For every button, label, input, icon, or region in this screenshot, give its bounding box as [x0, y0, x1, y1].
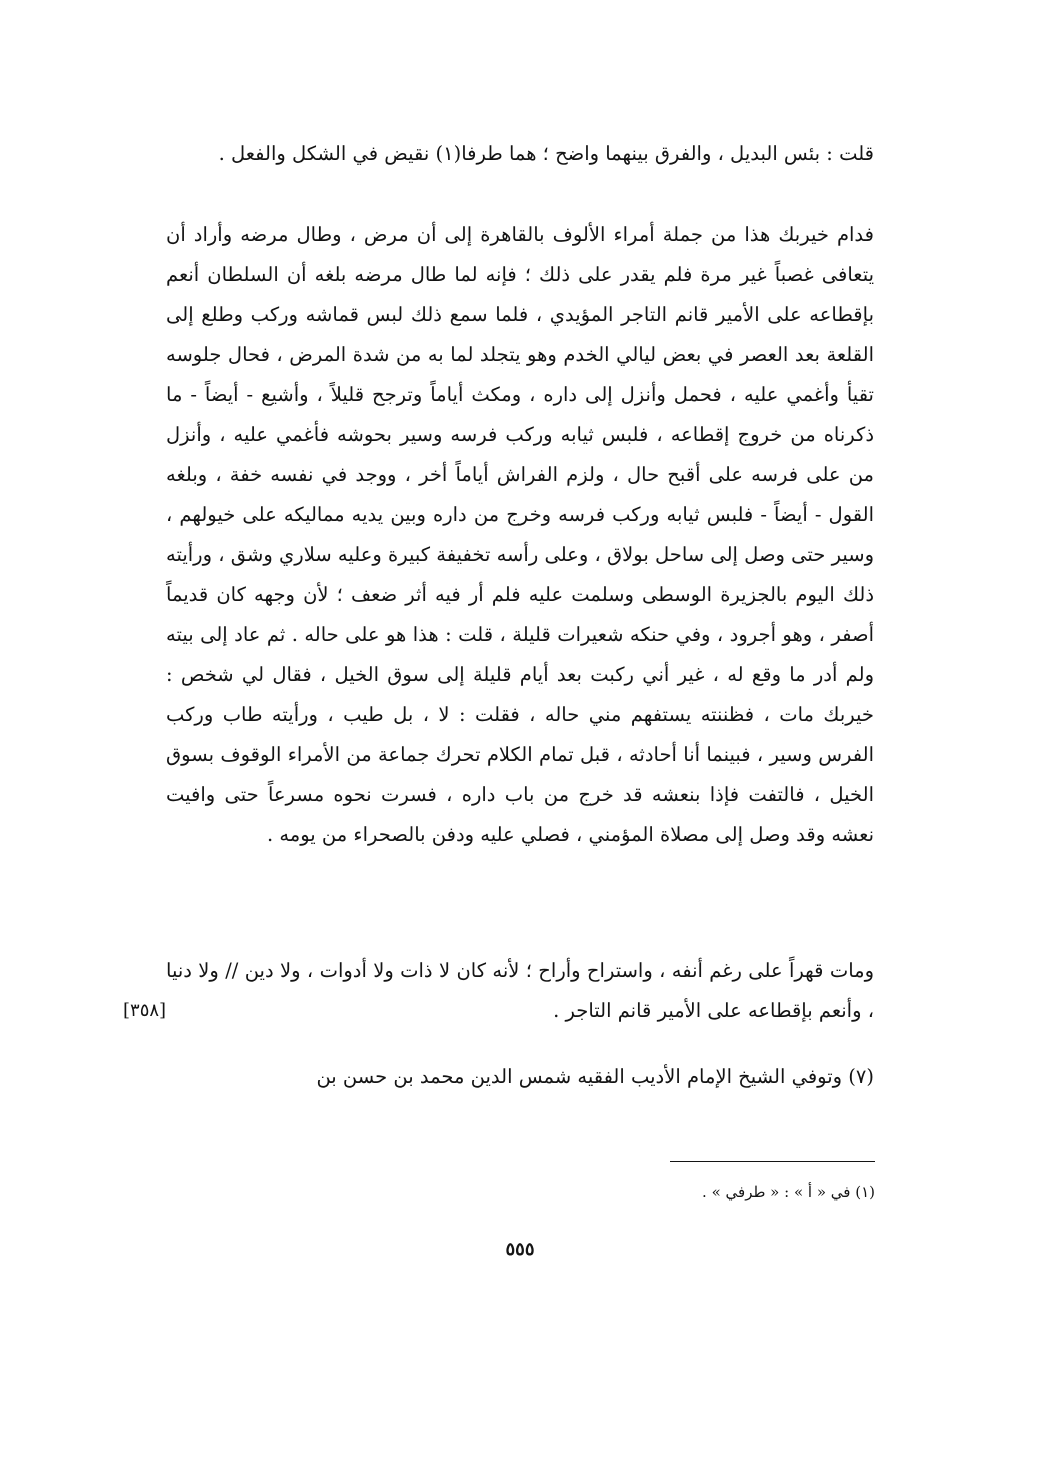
paragraph-opening-remark: قلت : بئس البديل ، والفرق بينهما واضح ؛ هما طرفا(١) نقيض في الشكل والفعل .	[218, 142, 874, 165]
paragraph-khayrbak-narrative: فدام خيربك هذا من جملة أمراء الألوف بالقاهرة إلى أن مرض ، وطال مرضه وأراد أن يتعافى غصباً غير مرة فلم يقدر على ذلك ؛ فإنه لما طال مرضه بلغه أن السلطان أنعم بإقطاعه على الأمير قانم التاجر المؤيدي ، فلما سمع ذلك لبس قماشه وركب وطلع إلى القلعة بعد العصر في بعض ليالي الخدم وهو يتجلد لما به من شدة المرض ، فحال جلوسه تقيأ وأغمي عليه ، فحمل وأنزل إلى داره ، ومكث أياماً وترجح قليلاً ، وأشيع - أيضاً - ما ذكرناه من خروج إقطاعه ، فلبس ثيابه وركب فرسه وسير بحوشه فأغمي عليه ، وأنزل من على فرسه على أقبح حال ، ولزم الفراش أياماً أخر ، ووجد في نفسه خفة ، وبلغه القول - أيضاً - فلبس ثيابه وركب فرسه وخرج من داره وبين يديه مماليكه على خيولهم ، وسير حتى وصل إلى ساحل بولاق ، وعلى رأسه تخفيفة كبيرة وعليه سلاري وشق ، ورأيته ذلك اليوم بالجزيرة الوسطى وسلمت عليه فلم أر فيه أثر ضعف ؛ لأن وجهه كان قديماً أصفر ، وهو أجرود ، وفي حنكه شعيرات قليلة ، قلت : هذا هو على حاله . ثم عاد إلى بيته ولم أدر ما وقع له ، غير أني ركبت بعد أيام قليلة إلى سوق الخيل ، فقال لي شخص : خيربك مات ، فظننته يستفهم مني حاله ، فقلت : لا ، بل طيب ، ورأيته طاب وركب الفرس وسير ، فبينما أنا أحادثه ، قبل تمام الكلام تحرك جماعة من الأمراء الوقوف بسوق الخيل ، فالتفت فإذا بنعشه قد خرج من باب داره ، فسرت نحوه مسرعاً حتى وافيت نعشه وقد وصل إلى مصلاة المؤمني ، فصلي عليه ودفن بالصحراء من يومه .	[166, 223, 874, 846]
footnote-text: (١) في « أ » : « طرفي » .	[702, 1183, 875, 1201]
page-number: ٥٥٥	[505, 1239, 535, 1260]
footnote-divider	[670, 1161, 875, 1162]
manuscript-folio-marker: [٣٥٨]	[123, 1000, 167, 1021]
paragraph-new-entry: (٧) وتوفي الشيخ الإمام الأديب الفقيه شمس الدين محمد بن حسن بن	[316, 1065, 874, 1088]
paragraph-death-remark: ومات قهراً على رغم أنفه ، واستراح وأراح ؛ لأنه كان لا ذات ولا أدوات ، ولا دين // ولا دنيا ، وأنعم بإقطاعه على الأمير قانم التاجر .	[166, 959, 874, 1022]
